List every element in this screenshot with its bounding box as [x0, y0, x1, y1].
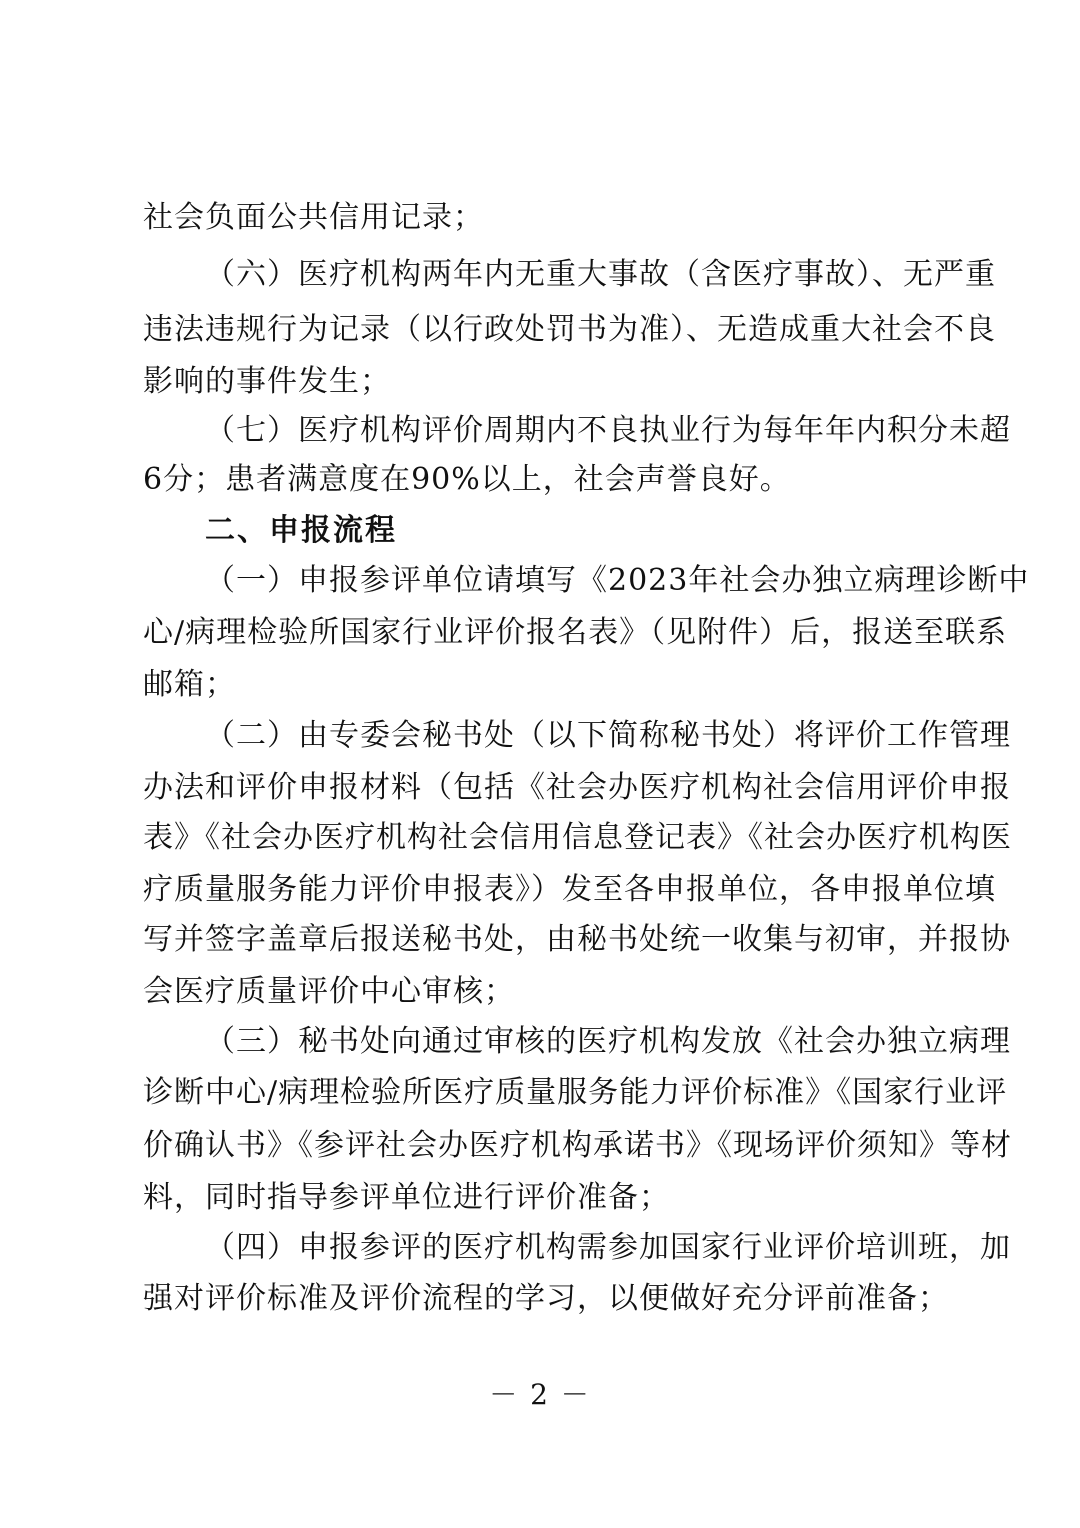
- text-line-content: 二、申报流程: [205, 513, 397, 548]
- text-line: [0, 1220, 1080, 1276]
- text-line: [0, 1170, 1080, 1226]
- text-line-content: （三）秘书处向通过审核的医疗机构发放《社会办独立病理: [205, 1024, 1011, 1059]
- text-line-content: （一）申报参评单位请填写《2023年社会办独立病理诊断中: [205, 563, 1030, 598]
- text-line-content: 料，同时指导参评单位进行评价准备；: [143, 1180, 670, 1215]
- text-line: [0, 1118, 1080, 1174]
- text-line: [0, 760, 1080, 816]
- text-line: [0, 553, 1080, 609]
- text-line: [0, 912, 1080, 968]
- text-line-content: 疗质量服务能力评价申报表》）发至各申报单位，各申报单位填: [143, 872, 996, 907]
- text-line-content: （四）申报参评的医疗机构需参加国家行业评价培训班，加: [205, 1230, 1011, 1265]
- text-line-content: 写并签字盖章后报送秘书处，由秘书处统一收集与初审，并报协: [143, 922, 1011, 957]
- text-line: [0, 605, 1080, 661]
- text-line-content: （二）由专委会秘书处（以下简称秘书处）将评价工作管理: [205, 718, 1011, 753]
- text-line: [0, 190, 1080, 246]
- text-line-content: 影响的事件发生；: [143, 364, 391, 399]
- text-line-content: 表》《社会办医疗机构社会信用信息登记表》《社会办医疗机构医: [143, 820, 1012, 855]
- text-line-content: 会医疗质量评价中心审核；: [143, 974, 515, 1009]
- text-line: [0, 354, 1080, 410]
- text-line-content: 社会负面公共信用记录；: [143, 200, 484, 235]
- text-line-content: 6分；患者满意度在90%以上，社会声誉良好。: [143, 462, 791, 497]
- text-line-content: 心/病理检验所国家行业评价报名表》（见附件）后，报送至联系: [143, 615, 1008, 650]
- page-number: － 2 －: [489, 1378, 591, 1411]
- text-line: [0, 1271, 1080, 1327]
- text-line: [0, 247, 1080, 303]
- text-line-content: 办法和评价申报材料（包括《社会办医疗机构社会信用评价申报: [143, 770, 1011, 805]
- text-line: [0, 302, 1080, 358]
- text-line: [0, 862, 1080, 918]
- text-line-content: （六）医疗机构两年内无重大事故（含医疗事故）、无严重: [205, 257, 996, 292]
- text-line: [0, 810, 1080, 866]
- text-line: [0, 964, 1080, 1020]
- text-line-content: 强对评价标准及评价流程的学习，以便做好充分评前准备；: [143, 1281, 949, 1316]
- text-line-content: （七）医疗机构评价周期内不良执业行为每年年内积分未超: [205, 413, 1011, 448]
- text-line-content: 邮箱；: [143, 667, 236, 702]
- section-heading: [0, 503, 1080, 559]
- text-line: [0, 708, 1080, 764]
- text-line: [0, 403, 1080, 459]
- text-line: [0, 1065, 1080, 1121]
- text-line-content: 诊断中心/病理检验所医疗质量服务能力评价标准》《国家行业评: [143, 1075, 1008, 1110]
- text-line: [0, 657, 1080, 713]
- text-line: [0, 452, 1080, 508]
- text-line: [0, 1014, 1080, 1070]
- text-line-content: 违法违规行为记录（以行政处罚书为准）、无造成重大社会不良: [143, 312, 996, 347]
- text-line-content: 价确认书》《参评社会办医疗机构承诺书》《现场评价须知》等材: [143, 1128, 1012, 1163]
